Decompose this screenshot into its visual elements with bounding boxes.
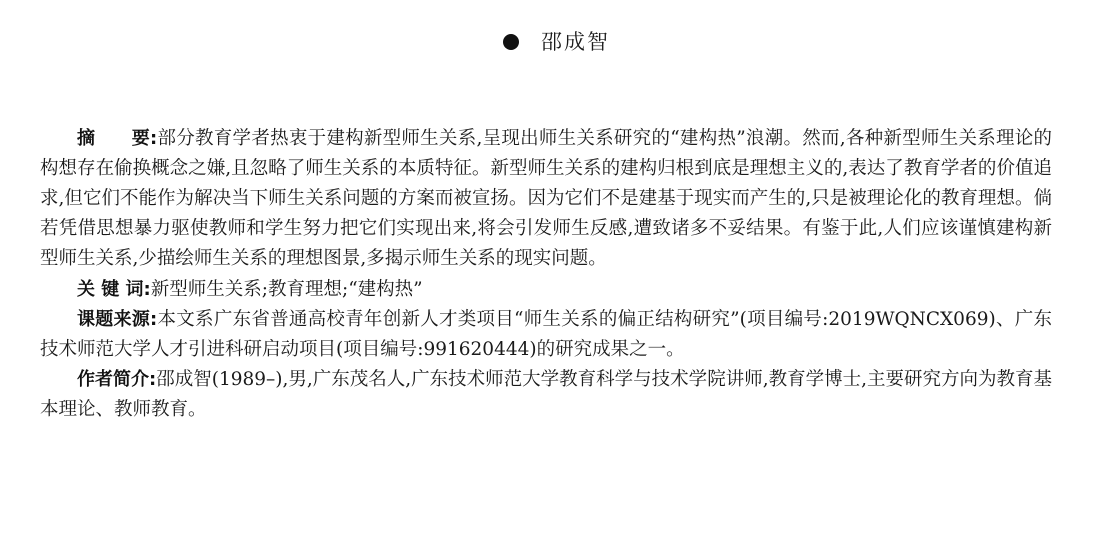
bullet-icon (503, 34, 519, 50)
keywords-text: 新型师生关系;教育理想;“建构热” (150, 279, 423, 300)
abstract-text: 部分教育学者热衷于建构新型师生关系,呈现出师生关系研究的“建构热”浪潮。然而,各种新型师生关系理论的构想存在偷换概念之嫌,且忽略了师生关系的本质特征。新型师生关系的建构归根到底是理想主义的,表达了教育学者的价值追求,但它们不能作为解决当下师生关系问题的方案而被宣扬。因为它们不是建基于现实而产生的,只是被理论化的教育理想。倘若凭借思想暴力驱使教师和学生努力把它们实现出来,将会引发师生反感,遭致诸多不妥结果。有鉴于此,人们应该谨慎建构新型师生关系,少描绘师生关系的理想图景,多揭示师生关系的现实问题。 (40, 128, 1052, 269)
abstract-label: 摘 要: (77, 128, 158, 149)
funding-label: 课题来源: (77, 309, 158, 330)
funding-paragraph (40, 305, 1052, 365)
article-front-matter (40, 124, 1052, 425)
author-bio-paragraph (40, 365, 1052, 425)
author-bio-text: 邵成智(1989–),男,广东茂名人,广东技术师范大学教育科学与技术学院讲师,教育学博士,主要研究方向为教育基本理论、教师教育。 (40, 369, 1052, 420)
author-bio-label: 作者简介: (77, 369, 157, 390)
keywords-paragraph (40, 275, 1052, 305)
funding-text: 本文系广东省普通高校青年创新人才类项目“师生关系的偏正结构研究”(项目编号:2019WQNCX069)、广东技术师范大学人才引进科研启动项目(项目编号:991620444)的研究成果之一。 (40, 309, 1052, 360)
keywords-label: 关 键 词: (77, 279, 151, 300)
author-name: 邵成智 (541, 30, 610, 54)
author-line (0, 26, 1113, 58)
abstract-paragraph (40, 124, 1052, 274)
